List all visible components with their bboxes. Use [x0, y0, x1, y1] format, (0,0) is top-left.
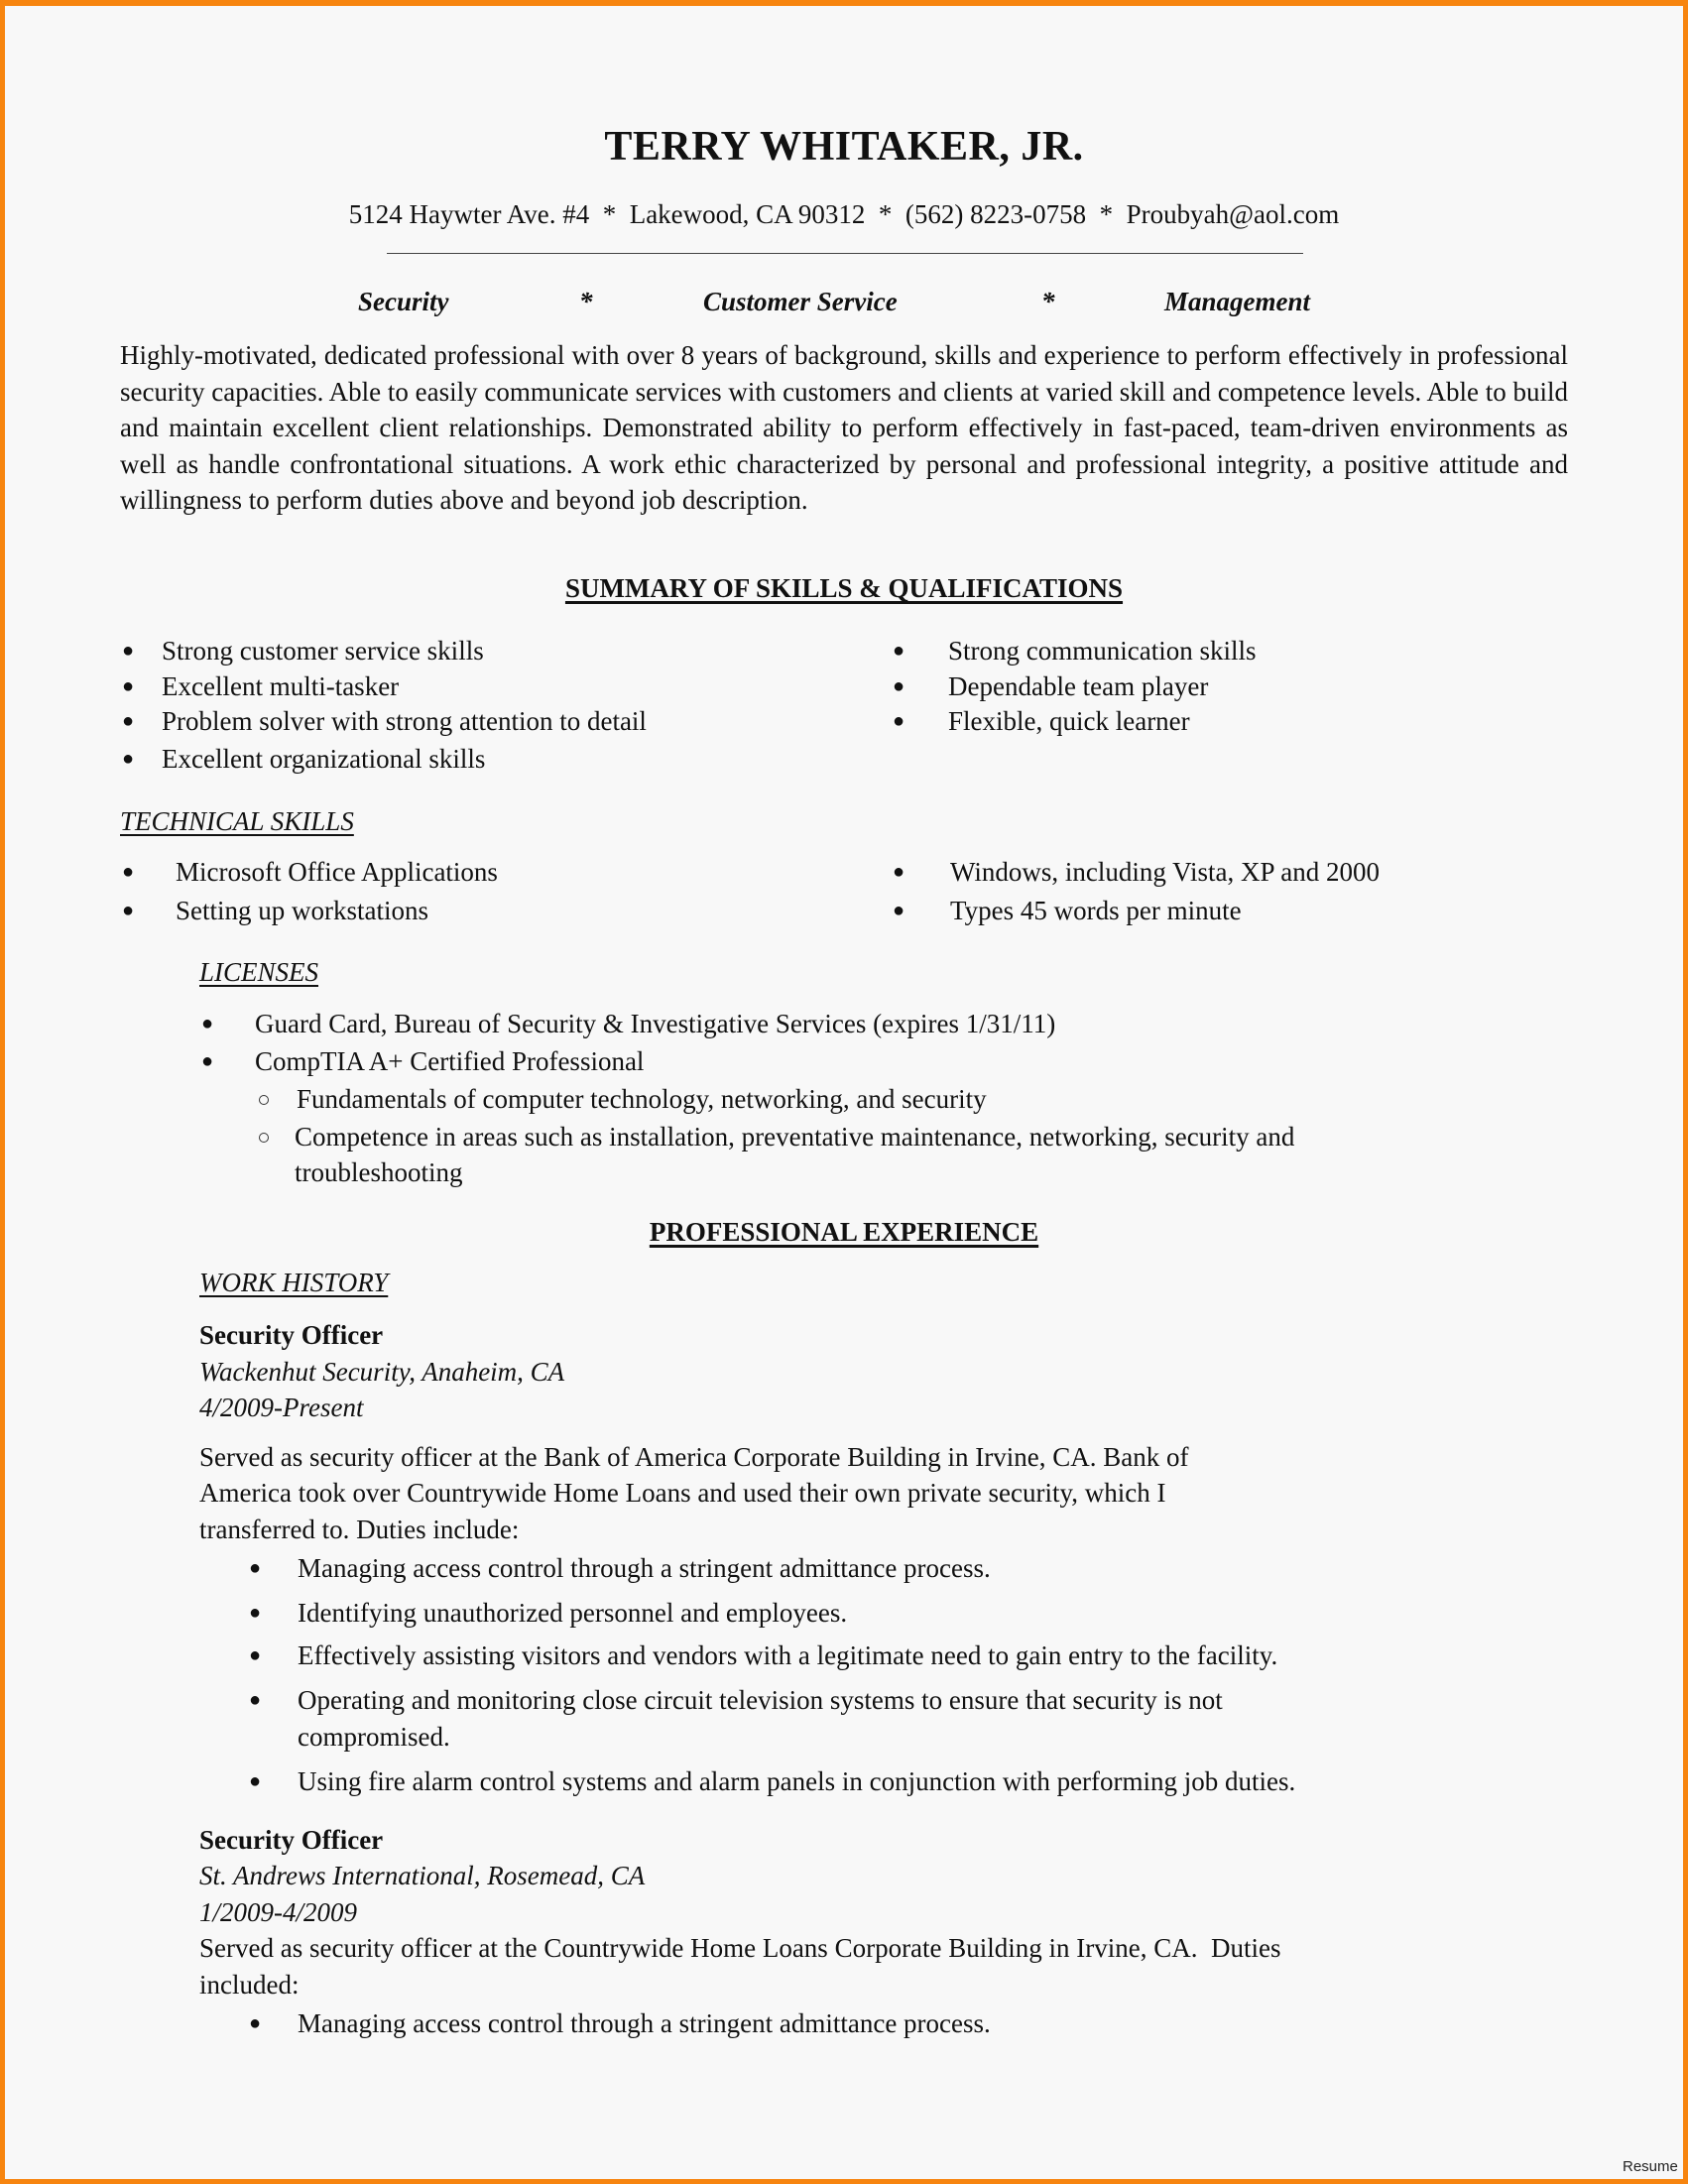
bullet-icon: ● — [249, 1602, 262, 1624]
work-history-heading: WORK HISTORY — [199, 1268, 389, 1297]
license-sub-item-continued: troubleshooting — [295, 1157, 463, 1187]
resume-name: TERRY WHITAKER, JR. — [604, 124, 1084, 170]
bullet-icon: ● — [201, 1050, 214, 1072]
skill-item: Strong customer service skills — [162, 636, 484, 666]
license-item: Guard Card, Bureau of Security & Investigative Services (expires 1/31/11) — [255, 1009, 1056, 1038]
hollow-bullet-icon — [259, 1095, 269, 1105]
duty-item: Managing access control through a stringent admittance process. — [298, 2008, 991, 2038]
duty-item-continued: compromised. — [298, 1722, 450, 1752]
skill-item: Problem solver with strong attention to detail — [162, 706, 647, 736]
skill-item: Excellent organizational skills — [162, 744, 486, 774]
job-title: Security Officer — [199, 1320, 384, 1350]
bullet-icon: ● — [201, 1013, 214, 1034]
job-dates: 4/2009-Present — [199, 1393, 364, 1422]
bullet-icon: ● — [122, 675, 135, 697]
bullet-icon: ● — [122, 748, 135, 770]
bullet-icon: ● — [122, 710, 135, 732]
summary-paragraph: Highly-motivated, dedicated professional with over 8 years of background, skills and experience to perform effectively in professional security capacities. Able to easily communicate services with customers and clients at varied skill and competence levels. Able to build and maintain excellent client relationships. Demonstrated ability to perform effectively in fast-paced, team-driven environments as well as handle confrontational situations. A work ethic characterized by personal and professional integrity, a positive attitude and willingness to perform duties above and beyond job description. — [120, 340, 1568, 516]
bullet-icon: ● — [893, 710, 905, 732]
bullet-icon: ● — [249, 2012, 262, 2034]
bullet-icon: ● — [893, 640, 905, 662]
bullet-icon: ● — [893, 861, 905, 883]
bullet-icon: ● — [249, 1689, 262, 1711]
job-dates: 1/2009-4/2009 — [199, 1897, 357, 1927]
license-sub-item: Fundamentals of computer technology, networking, and security — [297, 1084, 987, 1114]
job-company: St. Andrews International, Rosemead, CA — [199, 1861, 646, 1890]
license-item: CompTIA A+ Certified Professional — [255, 1046, 645, 1076]
tagline-management: Management — [1164, 287, 1311, 316]
bullet-icon: ● — [249, 1644, 262, 1666]
experience-heading: PROFESSIONAL EXPERIENCE — [649, 1217, 1039, 1247]
skill-item: Strong communication skills — [948, 636, 1257, 666]
tagline-separator: * — [579, 287, 593, 316]
bullet-icon: ● — [249, 1770, 262, 1792]
skill-item: Dependable team player — [948, 671, 1209, 701]
tagline-customer-service: Customer Service — [703, 287, 898, 316]
tagline-security: Security — [358, 287, 449, 316]
license-sub-item: Competence in areas such as installation, preventative maintenance, networking, security and — [295, 1122, 1295, 1152]
duty-item: Effectively assisting visitors and vendors with a legitimate need to gain entry to the facility. — [298, 1640, 1278, 1670]
technical-skills-heading: TECHNICAL SKILLS — [120, 806, 354, 836]
job-description-line: Served as security officer at the Countrywide Home Loans Corporate Building in Irvine, CA. Duties — [199, 1933, 1281, 1963]
job-title: Security Officer — [199, 1825, 384, 1855]
job-company: Wackenhut Security, Anaheim, CA — [199, 1357, 565, 1387]
duty-item: Managing access control through a stringent admittance process. — [298, 1553, 991, 1583]
bullet-icon: ● — [249, 1557, 262, 1579]
technical-skill-item: Types 45 words per minute — [950, 896, 1242, 925]
licenses-heading: LICENSES — [199, 957, 319, 987]
duty-item: Identifying unauthorized personnel and employees. — [298, 1598, 848, 1628]
job-description-line: America took over Countrywide Home Loans and used their own private security, which I — [199, 1478, 1166, 1508]
header-divider — [387, 253, 1303, 254]
technical-skill-item: Microsoft Office Applications — [176, 857, 498, 887]
skill-item: Excellent multi-tasker — [162, 671, 400, 701]
contact-line: 5124 Haywter Ave. #4 * Lakewood, CA 90312 * (562) 8223-0758 * Proubyah@aol.com — [348, 199, 1340, 229]
duty-item: Operating and monitoring close circuit television systems to ensure that security is not — [298, 1685, 1223, 1715]
tagline-separator: * — [1041, 287, 1055, 316]
skills-heading: SUMMARY OF SKILLS & QUALIFICATIONS — [564, 573, 1124, 603]
bullet-icon: ● — [122, 861, 135, 883]
resume-watermark: Resume — [1623, 2158, 1678, 2175]
job-description-line: Served as security officer at the Bank of America Corporate Building in Irvine, CA. Bank of — [199, 1442, 1189, 1472]
job-description-line: included: — [199, 1970, 300, 2000]
bullet-icon: ● — [122, 640, 135, 662]
bullet-icon: ● — [893, 900, 905, 921]
hollow-bullet-icon — [259, 1133, 269, 1143]
duty-item: Using fire alarm control systems and alarm panels in conjunction with performing job duties. — [298, 1766, 1296, 1796]
bullet-icon: ● — [122, 900, 135, 921]
skill-item: Flexible, quick learner — [948, 706, 1190, 736]
technical-skill-item: Windows, including Vista, XP and 2000 — [950, 857, 1381, 887]
technical-skill-item: Setting up workstations — [176, 896, 428, 925]
bullet-icon: ● — [893, 675, 905, 697]
job-description-line: transferred to. Duties include: — [199, 1515, 520, 1544]
